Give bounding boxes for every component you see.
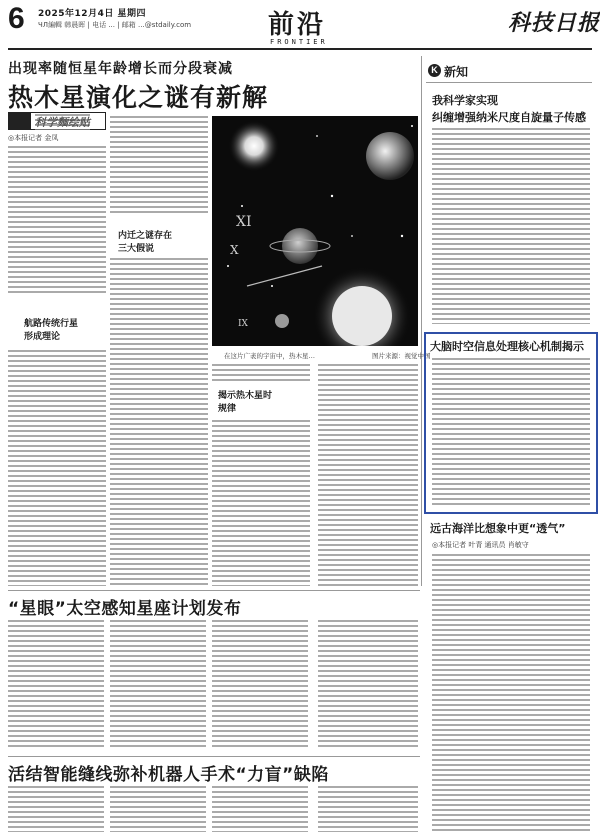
svg-text:X: X: [230, 243, 239, 257]
section-title: 前沿: [268, 10, 327, 40]
header-rule: [8, 48, 592, 50]
photo-caption: 在这片广袤的宇宙中，热木星…: [224, 352, 315, 360]
svg-text:IX: IX: [238, 319, 248, 329]
bottom-story-headline: 活结智能缝线弥补机器人手术“力盲”缺陷: [8, 765, 329, 785]
photo-credit: 图片来源：视觉中国: [372, 352, 431, 360]
column-divider: [421, 56, 422, 586]
lead-subhead-c: 揭示热木星时 规律: [218, 391, 273, 414]
mid-text-2: [110, 620, 206, 750]
lead-text-col1: [8, 146, 106, 296]
svg-text:XI: XI: [236, 214, 252, 230]
planets-illustration: [212, 116, 418, 346]
right-headline-1a: 我科学家实现: [432, 94, 498, 107]
page-number: 6: [8, 2, 25, 35]
right-headline-3: 远古海洋比想象中更“透气”: [430, 522, 566, 535]
right-rule-top: [426, 82, 592, 83]
bottom-text-1: [8, 786, 104, 832]
lead-text-col2: [110, 116, 208, 216]
mid-text-3: [212, 620, 308, 750]
mid-text-1: [8, 620, 104, 750]
newspaper-masthead: 科技日报: [508, 10, 600, 36]
section-title-en: FRONTIER: [270, 38, 328, 46]
section-xinzhi-label: 新知: [444, 65, 469, 79]
editor-meta: ЧЛ編輯 韩晨晖 | 电话 ... | 邮箱 ...@stdaily.com: [38, 21, 192, 29]
lead-kicker: 出现率随恒星年龄增长而分段衰减: [8, 61, 233, 77]
lead-text-col2b: [110, 258, 208, 586]
lead-photo: [212, 116, 418, 346]
mid-story-headline: “星眼”太空感知星座计划发布: [8, 599, 242, 619]
rule-mid: [8, 590, 420, 591]
lead-byline: ◎本报记者 金凤: [8, 134, 59, 142]
lead-headline: 热木星演化之谜有新解: [8, 83, 269, 112]
right-story2-text: [432, 358, 590, 506]
lead-subhead-b: 内迁之谜存在 三大假说: [118, 231, 173, 254]
lead-text-col3a: [212, 364, 310, 382]
right-headline-2: 大脑时空信息处理核心机制揭示: [430, 340, 584, 353]
bottom-text-2: [110, 786, 206, 832]
issue-date: 2025年12月4日 星期四: [38, 9, 146, 19]
right-headline-1b: 纠缠增强纳米尺度自旋量子传感: [432, 111, 586, 124]
lead-subhead-a: 航路传统行星 形成理论: [24, 319, 79, 342]
column-badge: [8, 112, 106, 130]
section-k-icon: K: [428, 64, 441, 77]
column-badge-label: 科学麵绘贴: [35, 116, 90, 129]
bottom-text-4: [318, 786, 418, 832]
bottom-text-3: [212, 786, 308, 832]
right-story3-byline: ◎本报记者 叶青 通讯员 肖敏守: [432, 541, 529, 549]
mid-text-4: [318, 620, 418, 750]
right-story1-text: [432, 128, 590, 324]
lead-text-col1b: [8, 350, 106, 586]
rule-bottom: [8, 756, 420, 757]
lead-text-col3b: [212, 420, 310, 586]
lead-text-col4: [318, 364, 418, 586]
right-story3-text: [432, 554, 590, 832]
